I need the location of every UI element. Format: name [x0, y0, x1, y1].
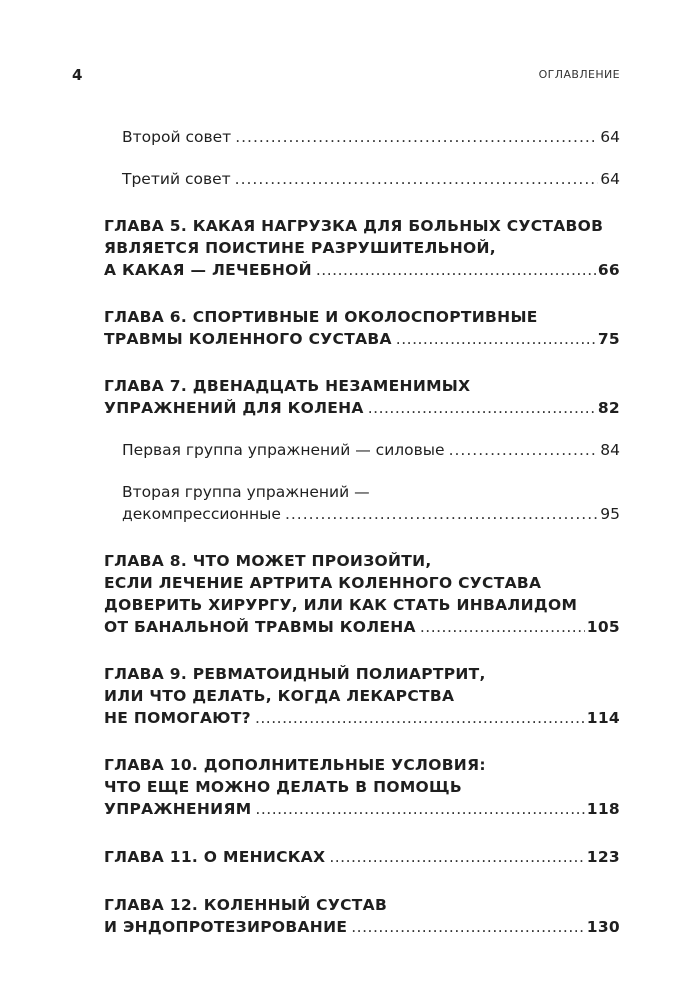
toc-subsection-entry[interactable] [104, 481, 620, 525]
toc-entry-title-line: ГЛАВА 8. ЧТО МОЖЕТ ПРОИЗОЙТИ, [104, 552, 432, 570]
toc-entry-leader-row [104, 798, 620, 820]
toc-entry-title-line: ГЛАВА 5. КАКАЯ НАГРУЗКА ДЛЯ БОЛЬНЫХ СУСТАВОВ [104, 217, 604, 235]
toc-entry-title-line: ГЛАВА 11. О МЕНИСКАХ [104, 848, 326, 866]
toc-entry-leader-row [104, 846, 620, 868]
toc-entry-leader-row [122, 503, 620, 525]
dot-leader [255, 798, 584, 820]
toc-chapter-entry[interactable] [104, 663, 620, 729]
toc-entry-leader-row [122, 168, 620, 190]
toc-chapter-entry[interactable] [104, 375, 620, 419]
toc-entry-leader-row [104, 259, 620, 281]
page-header [72, 66, 620, 86]
toc-chapter-entry[interactable] [104, 215, 620, 281]
toc-page-number: 95 [600, 505, 620, 523]
toc-page-number: 84 [600, 441, 620, 459]
page-number: 4 [72, 66, 83, 84]
toc-page-number: 105 [586, 618, 620, 636]
dot-leader [285, 503, 598, 525]
toc-subsection-entry[interactable] [104, 126, 620, 148]
toc-chapter-entry[interactable] [104, 550, 620, 638]
toc-entry-title-line: ЯВЛЯЕТСЯ ПОИСТИНЕ РАЗРУШИТЕЛЬНОЙ, [104, 239, 496, 257]
toc-entry-title-line: НЕ ПОМОГАЮТ? [104, 709, 251, 727]
toc-chapter-entry[interactable] [104, 754, 620, 820]
toc-subsection-entry[interactable] [104, 439, 620, 461]
dot-leader [396, 328, 596, 350]
toc-page-number: 64 [600, 170, 620, 188]
toc-chapter-entry[interactable] [104, 306, 620, 350]
toc-entry-leader-row [104, 397, 620, 419]
toc-entry-title-line: ТРАВМЫ КОЛЕННОГО СУСТАВА [104, 330, 392, 348]
toc-entry-title-line: ГЛАВА 12. КОЛЕННЫЙ СУСТАВ [104, 896, 388, 914]
dot-leader [329, 846, 584, 868]
toc-page-number: 75 [597, 330, 620, 348]
toc-entry-title-line: УПРАЖНЕНИЙ ДЛЯ КОЛЕНА [104, 399, 364, 417]
dot-leader [255, 707, 585, 729]
toc-entry-leader-row [122, 126, 620, 148]
dot-leader [449, 439, 599, 461]
running-title: ОГЛАВЛЕНИЕ [538, 68, 620, 81]
toc-entry-leader-row [104, 328, 620, 350]
dot-leader [316, 259, 596, 281]
toc-page-number: 114 [586, 709, 620, 727]
toc-chapter-entry[interactable] [104, 846, 620, 868]
toc-entry-title-line: ИЛИ ЧТО ДЕЛАТЬ, КОГДА ЛЕКАРСТВА [104, 687, 455, 705]
toc-entry-title-line: ЧТО ЕЩЕ МОЖНО ДЕЛАТЬ В ПОМОЩЬ [104, 778, 462, 796]
toc-entry-title-line: УПРАЖНЕНИЯМ [104, 800, 252, 818]
toc-page-number: 118 [586, 800, 620, 818]
toc-entry-title-line: ГЛАВА 9. РЕВМАТОИДНЫЙ ПОЛИАРТРИТ, [104, 665, 486, 683]
table-of-contents [104, 104, 620, 938]
toc-chapter-entry[interactable] [104, 894, 620, 938]
toc-entry-title-line: ГЛАВА 10. ДОПОЛНИТЕЛЬНЫЕ УСЛОВИЯ: [104, 756, 486, 774]
toc-entry-title-line: декомпрессионные [122, 505, 281, 523]
dot-leader [368, 397, 596, 419]
toc-entry-leader-row [104, 616, 620, 638]
toc-page-number: 82 [597, 399, 620, 417]
toc-page-number: 64 [600, 128, 620, 146]
toc-entry-title-line: Вторая группа упражнений — [122, 483, 370, 501]
toc-entry-title-line: И ЭНДОПРОТЕЗИРОВАНИЕ [104, 918, 348, 936]
toc-page-number: 123 [586, 848, 620, 866]
toc-subsection-entry[interactable] [104, 168, 620, 190]
toc-entry-title-line: ГЛАВА 7. ДВЕНАДЦАТЬ НЕЗАМЕНИМЫХ [104, 377, 471, 395]
toc-page-number: 130 [586, 918, 620, 936]
toc-entry-title-line: ДОВЕРИТЬ ХИРУРГУ, ИЛИ КАК СТАТЬ ИНВАЛИДОМ [104, 596, 578, 614]
dot-leader [235, 168, 599, 190]
toc-entry-title-line: Первая группа упражнений — силовые [122, 441, 445, 459]
toc-entry-title-line: Второй совет [122, 128, 232, 146]
dot-leader [235, 126, 598, 148]
toc-entry-title-line: Третий совет [122, 170, 231, 188]
toc-entry-title-line: ОТ БАНАЛЬНОЙ ТРАВМЫ КОЛЕНА [104, 618, 416, 636]
toc-entry-title-line: А КАКАЯ — ЛЕЧЕБНОЙ [104, 261, 312, 279]
toc-entry-leader-row [104, 707, 620, 729]
dot-leader [420, 616, 585, 638]
toc-page-number: 66 [597, 261, 620, 279]
toc-entry-title-line: ЕСЛИ ЛЕЧЕНИЕ АРТРИТА КОЛЕННОГО СУСТАВА [104, 574, 542, 592]
dot-leader [351, 916, 585, 938]
toc-entry-title-line: ГЛАВА 6. СПОРТИВНЫЕ И ОКОЛОСПОРТИВНЫЕ [104, 308, 538, 326]
toc-entry-leader-row [104, 916, 620, 938]
toc-entry-leader-row [122, 439, 620, 461]
